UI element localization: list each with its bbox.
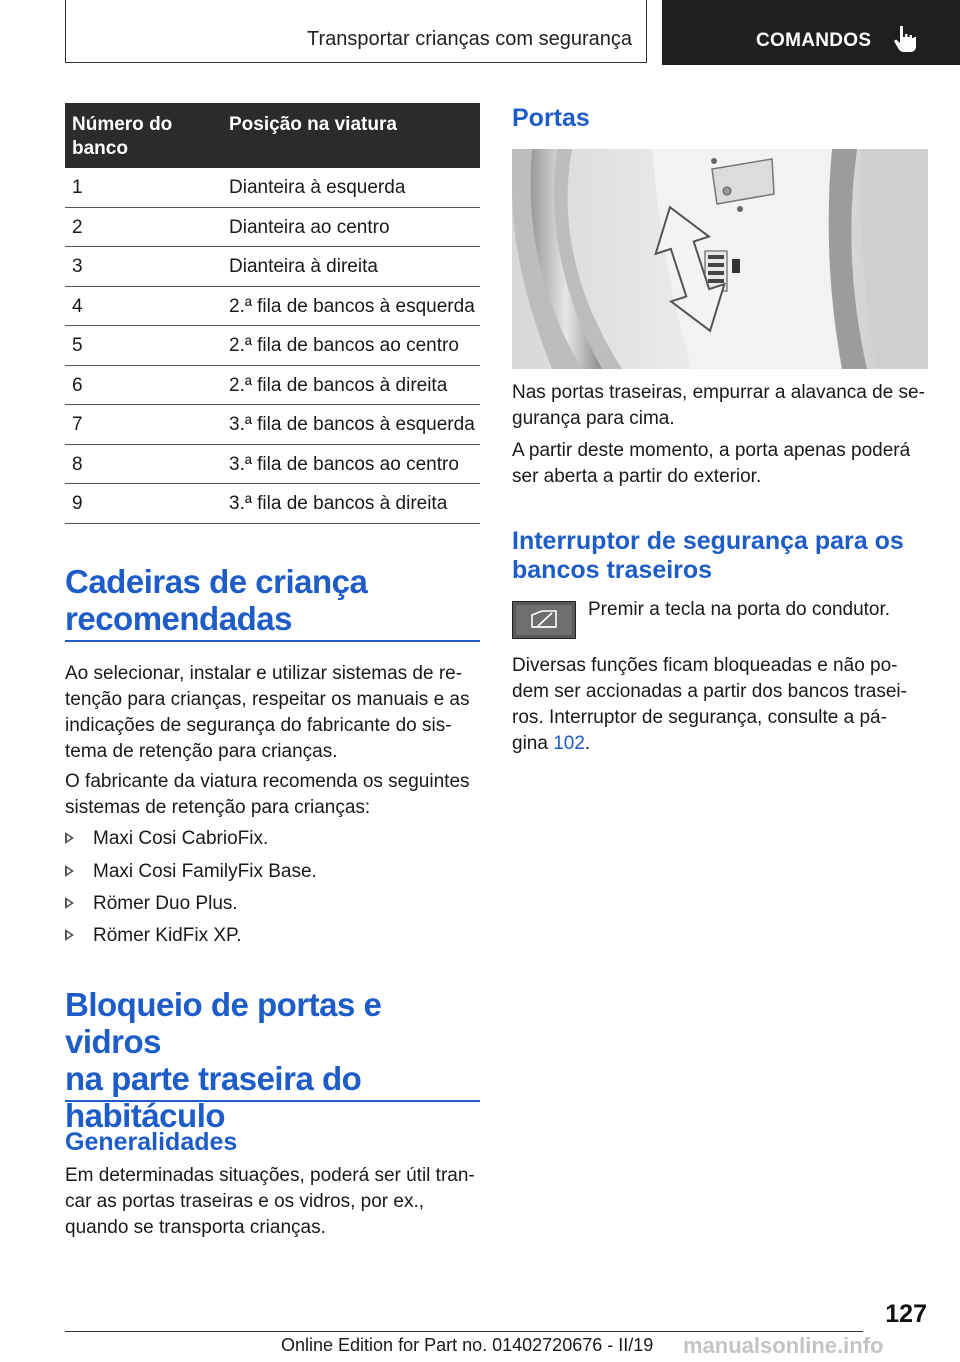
table-row	[65, 326, 480, 366]
table-cell: 7	[72, 414, 83, 435]
table-cell: 2.ª fila de bancos ao centro	[229, 335, 459, 356]
table-cell: 9	[72, 493, 83, 514]
page-number: 127	[885, 1300, 927, 1328]
table-cell: Dianteira ao centro	[229, 216, 390, 238]
text-line: Nas portas traseiras, empurrar a alavanca de se‐	[512, 382, 925, 403]
table-cell: 6	[72, 374, 83, 396]
heading-line: Interruptor de segurança para os	[512, 527, 904, 555]
triangle-bullet-icon	[65, 897, 74, 909]
table-cell: 3.ª fila de bancos à esquerda	[229, 414, 475, 435]
locking-heading	[65, 986, 480, 1134]
text-line: tema de retenção para crianças.	[65, 741, 338, 762]
table-row	[65, 168, 480, 208]
header-box	[65, 0, 647, 63]
heading-rule	[65, 640, 480, 642]
child-seats-para-2	[65, 769, 480, 821]
text-line: gurança para cima.	[512, 408, 675, 429]
table-cell: 4	[72, 295, 83, 317]
table-cell: Dianteira à esquerda	[229, 177, 406, 198]
heading-line: Bloqueio de portas e vidros	[65, 986, 382, 1060]
text-line: sistemas de retenção para crianças:	[65, 797, 371, 818]
table-row	[65, 287, 480, 327]
heading-line: recomendadas	[65, 600, 292, 637]
footer-rule	[65, 1331, 863, 1332]
rear-switch-heading	[512, 527, 904, 585]
heading-rule	[65, 1100, 480, 1102]
doors-para-2	[512, 438, 928, 490]
rear-switch-instruction: Premir a tecla na porta do condutor.	[588, 599, 891, 620]
table-row	[65, 484, 480, 524]
rear-switch-para	[512, 653, 928, 757]
text-line: indicações de segurança do fabricante do sis‐	[65, 715, 452, 736]
heading-line: habitáculo	[65, 1097, 226, 1134]
table-header	[65, 103, 480, 168]
child-seats-heading	[65, 563, 480, 637]
text-line: tenção para crianças, respeitar os manuais e as	[65, 689, 470, 710]
text-line: gina 102.	[512, 733, 591, 754]
table-header-position: Posição na viatura	[229, 114, 397, 135]
table-cell: 3.ª fila de bancos à direita	[229, 493, 448, 514]
table-header-seat-number: Número do banco	[72, 114, 173, 159]
section-tab-label: COMANDOS	[756, 30, 872, 51]
text-line: ros. Interruptor de segurança, consulte a pá‐	[512, 707, 887, 728]
text-line: dem ser accionadas a partir dos bancos trasei‐	[512, 681, 907, 702]
doors-para-1	[512, 380, 928, 432]
triangle-bullet-icon	[65, 865, 74, 877]
text-line: car as portas traseiras e os vidros, por ex.,	[65, 1191, 425, 1212]
heading-line: bancos traseiros	[512, 556, 713, 584]
text-line: Diversas funções ficam bloqueadas e não po‐	[512, 655, 898, 676]
text-line: A partir deste momento, a porta apenas poderá	[512, 440, 911, 461]
door-child-lock-lever-image	[512, 149, 928, 369]
table-row	[65, 247, 480, 287]
text-line: quando se transporta crianças.	[65, 1217, 326, 1238]
text-line: Ao selecionar, instalar e utilizar sistemas de re‐	[65, 663, 463, 684]
heading-line: na parte traseira do	[65, 1060, 362, 1097]
table-cell: 8	[72, 453, 83, 475]
table-cell: Dianteira à direita	[229, 256, 378, 277]
seat-position-table	[65, 103, 480, 524]
table-cell: 2	[72, 216, 83, 238]
table-cell: 1	[72, 177, 83, 198]
table-row	[65, 366, 480, 406]
table-cell: 2.ª fila de bancos à esquerda	[229, 295, 475, 317]
table-cell: 3	[72, 256, 83, 277]
doors-heading: Portas	[512, 104, 590, 132]
heading-line: Cadeiras de criança	[65, 563, 368, 600]
window-lock-button-icon	[512, 601, 576, 639]
text-line: O fabricante da viatura recomenda os seguintes	[65, 771, 470, 792]
table-row	[65, 445, 480, 485]
general-para	[65, 1163, 480, 1241]
section-tab[interactable]	[662, 0, 960, 65]
general-heading: Generalidades	[65, 1128, 238, 1156]
header-title: Transportar crianças com segurança	[307, 28, 632, 50]
triangle-bullet-icon	[65, 832, 74, 844]
table-cell: 2.ª fila de bancos à direita	[229, 374, 448, 396]
table-cell: 5	[72, 335, 83, 356]
footer-watermark: manualsonline.info	[683, 1333, 884, 1358]
text-line: ser aberta a partir do exterior.	[512, 466, 762, 487]
child-seats-para-1	[65, 661, 480, 765]
triangle-bullet-icon	[65, 929, 74, 941]
table-row	[65, 405, 480, 445]
footer-edition: Online Edition for Part no. 01402720676 - II/19	[281, 1335, 654, 1355]
table-cell: 3.ª fila de bancos ao centro	[229, 453, 459, 475]
table-row	[65, 208, 480, 248]
page-reference-link[interactable]: 102	[553, 733, 585, 754]
pointing-hand-icon	[892, 24, 918, 54]
text-line: Em determinadas situações, poderá ser útil tran‐	[65, 1165, 475, 1186]
